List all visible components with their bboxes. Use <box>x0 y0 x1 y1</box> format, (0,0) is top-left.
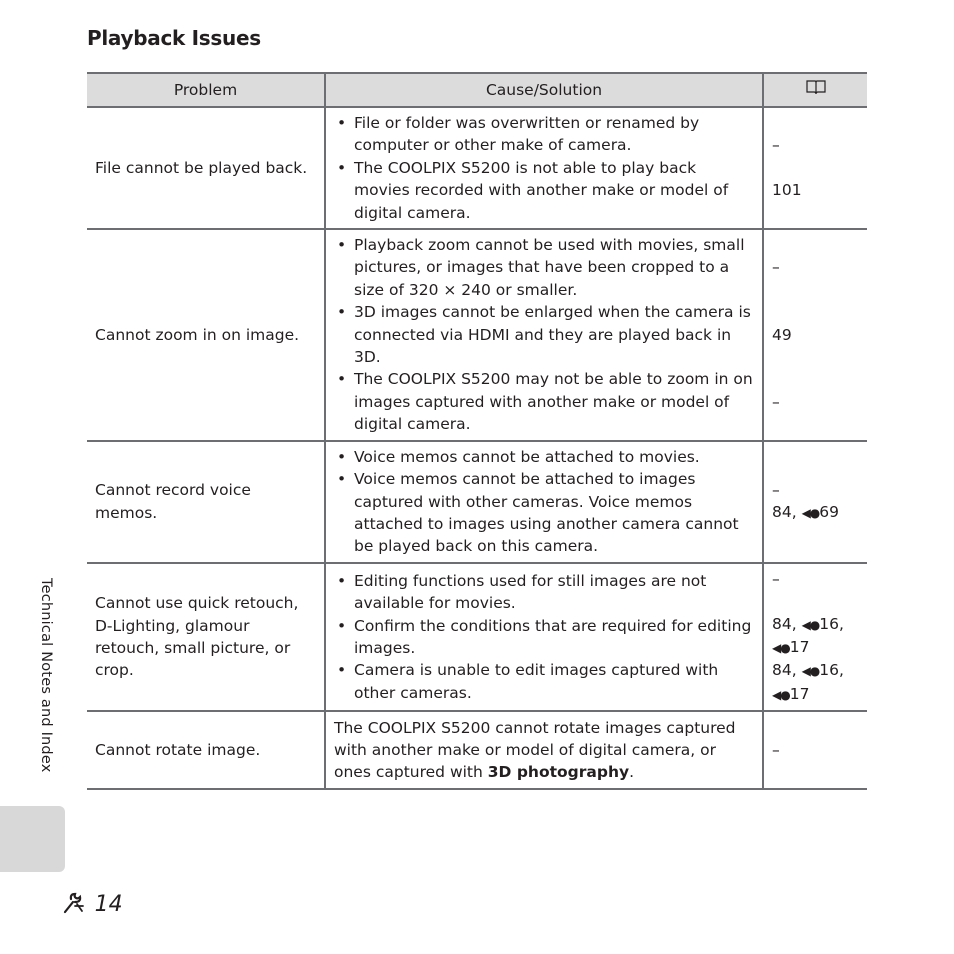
header-cause-solution: Cause/Solution <box>325 73 763 107</box>
cause-item: • Editing functions used for still images are not available for movies. <box>334 570 755 615</box>
reference-section-icon: ◀● <box>772 687 790 702</box>
header-problem: Problem <box>87 73 325 107</box>
problem-cell: Cannot use quick retouch, D-Lighting, glamour retouch, small picture, or crop. <box>87 563 325 711</box>
cause-item: • The COOLPIX S5200 may not be able to zoom in on images captured with another make or model of digital camera. <box>334 368 755 435</box>
page-ref: 17 <box>789 637 810 656</box>
page-ref: – <box>772 480 780 499</box>
problem-cell: Cannot zoom in on image. <box>87 229 325 441</box>
reference-cell <box>763 563 867 711</box>
troubleshooting-table <box>87 72 867 790</box>
book-icon <box>806 79 826 101</box>
cause-cell <box>325 107 763 229</box>
reference-section-icon: ◀● <box>801 617 820 632</box>
page-ref: 49 <box>772 325 792 344</box>
reference-section-icon: ◀● <box>801 506 820 521</box>
table-row <box>87 107 867 229</box>
cause-item: • Confirm the conditions that are required for editing images. <box>334 615 755 660</box>
page-ref: 101 <box>772 181 802 200</box>
cause-item: • Voice memos cannot be attached to movies. <box>334 446 755 468</box>
page-ref: 84, <box>772 503 802 522</box>
problem-cell: File cannot be played back. <box>87 107 325 229</box>
problem-cell: Cannot record voice memos. <box>87 441 325 563</box>
cause-cell <box>325 441 763 563</box>
table-row <box>87 441 867 563</box>
sidebar-section-label: Technical Notes and Index <box>38 578 54 773</box>
table-header-row <box>87 73 867 107</box>
cause-text-end: . <box>629 763 635 782</box>
page-ref: – <box>772 136 780 155</box>
header-reference <box>763 73 867 107</box>
cause-item: • 3D images cannot be enlarged when the camera is connected via HDMI and they are played back in 3D. <box>334 301 755 368</box>
reference-cell <box>763 229 867 441</box>
reference-cell <box>763 711 867 789</box>
table-row <box>87 711 867 789</box>
page-ref: 17 <box>789 684 810 703</box>
cause-item: • Camera is unable to edit images captured with other cameras. <box>334 659 755 704</box>
cause-cell <box>325 229 763 441</box>
page-ref: 84, <box>772 661 802 680</box>
page-ref: 16, <box>819 614 844 633</box>
section-title: Playback Issues <box>87 26 261 50</box>
page-ref: – <box>772 740 780 759</box>
page-ref: – <box>772 258 780 277</box>
section-tab <box>0 806 65 872</box>
page-ref: 16, <box>819 661 844 680</box>
cause-cell <box>325 711 763 789</box>
reference-cell <box>763 441 867 563</box>
page-number <box>62 892 123 917</box>
cause-item: • The COOLPIX S5200 is not able to play back movies recorded with another make or model of digital camera. <box>334 157 755 224</box>
page-ref: 69 <box>819 503 840 522</box>
page-ref: 84, <box>772 614 802 633</box>
cause-text: The COOLPIX S5200 cannot rotate images captured with another make or model of digital camera, or ones captured with <box>334 718 736 782</box>
reference-cell <box>763 107 867 229</box>
page-ref: – <box>772 569 780 588</box>
reference-section-icon: ◀● <box>801 664 820 679</box>
table-row <box>87 229 867 441</box>
page-number-value: 14 <box>94 892 123 917</box>
cause-cell <box>325 563 763 711</box>
cause-bold-term: 3D photography <box>487 763 630 782</box>
tools-icon <box>62 892 94 917</box>
problem-cell: Cannot rotate image. <box>87 711 325 789</box>
table-row <box>87 563 867 711</box>
cause-item: • File or folder was overwritten or renamed by computer or other make of camera. <box>334 112 755 157</box>
page-ref: – <box>772 392 780 411</box>
reference-section-icon: ◀● <box>772 640 790 655</box>
cause-item: • Playback zoom cannot be used with movies, small pictures, or images that have been cropped to a size of 320 × 240 or smaller. <box>334 234 755 301</box>
cause-item: • Voice memos cannot be attached to images captured with other cameras. Voice memos attached to images using another camera cannot be played back on this camera. <box>334 468 755 558</box>
